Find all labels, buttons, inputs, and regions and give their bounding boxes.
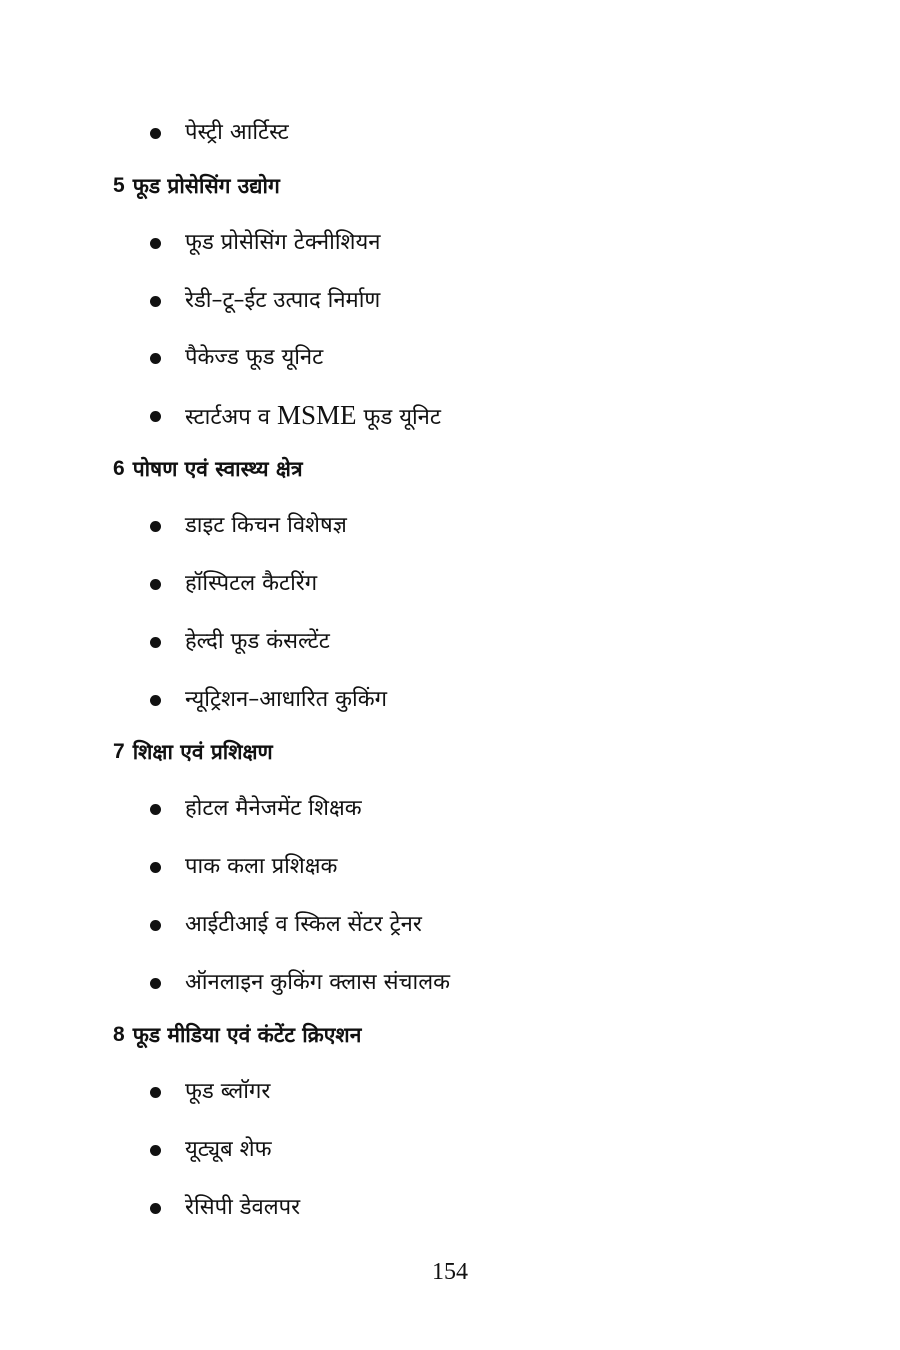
section-number: 6: [113, 457, 125, 480]
list-item: [150, 569, 317, 599]
bullet-icon: [150, 978, 161, 989]
list-item-text: पेस्ट्री आर्टिस्ट: [185, 120, 289, 145]
bullet-icon: [150, 238, 161, 249]
list-item-text: रेसिपी डेवलपर: [185, 1195, 301, 1220]
bullet-icon: [150, 296, 161, 307]
list-item-text: पैकेज्ड फूड यूनिट: [185, 345, 324, 370]
list-item-text: ऑनलाइन कुकिंग क्लास संचालक: [185, 970, 451, 995]
section-heading: [113, 170, 280, 202]
list-item-text: न्यूट्रिशन–आधारित कुकिंग: [185, 687, 388, 712]
list-item-text: डाइट किचन विशेषज्ञ: [185, 513, 347, 538]
bullet-icon: [150, 521, 161, 532]
bullet-icon: [150, 579, 161, 590]
list-item-text: [185, 400, 441, 433]
bullet-icon: [150, 637, 161, 648]
bullet-icon: [150, 862, 161, 873]
list-item-text: रेडी–टू–ईट उत्पाद निर्माण: [185, 288, 381, 313]
section-title: फूड प्रोसेसिंग उद्योग: [132, 174, 280, 198]
list-item: [150, 627, 330, 657]
list-item: [150, 511, 347, 541]
section-number: 7: [113, 740, 125, 763]
bullet-icon: [150, 1203, 161, 1214]
list-item: [150, 286, 380, 316]
list-item: [150, 685, 387, 715]
section-heading: [113, 736, 273, 768]
list-item: [150, 968, 450, 998]
section-title: फूड मीडिया एवं कंटेंट क्रिएशन: [132, 1023, 362, 1047]
list-item: [150, 343, 323, 373]
bullet-icon: [150, 411, 161, 422]
list-item-acronym: MSME: [276, 399, 357, 430]
bullet-icon: [150, 128, 161, 139]
list-item: [150, 401, 441, 431]
list-item-text-part: फूड यूनिट: [356, 404, 441, 430]
section-title: पोषण एवं स्वास्थ्य क्षेत्र: [132, 457, 303, 481]
section-title: शिक्षा एवं प्रशिक्षण: [132, 740, 273, 764]
page-number: 154: [432, 1259, 468, 1285]
list-item-text: आईटीआई व स्किल सेंटर ट्रेनर: [185, 912, 422, 937]
list-item: [150, 794, 362, 824]
section-number: 5: [113, 174, 125, 197]
bullet-icon: [150, 1145, 161, 1156]
list-item-text: फूड ब्लॉगर: [185, 1079, 271, 1104]
list-item-text: फूड प्रोसेसिंग टेक्नीशियन: [185, 230, 381, 255]
bullet-icon: [150, 695, 161, 706]
list-item-text: हॉस्पिटल कैटरिंग: [185, 571, 318, 596]
bullet-icon: [150, 804, 161, 815]
list-item-text: हेल्दी फूड कंसल्टेंट: [185, 629, 330, 654]
list-item: [150, 910, 422, 940]
bullet-icon: [150, 920, 161, 931]
list-item: [150, 118, 289, 148]
list-item-text: होटल मैनेजमेंट शिक्षक: [185, 796, 362, 821]
bullet-icon: [150, 1087, 161, 1098]
bullet-icon: [150, 353, 161, 364]
list-item: [150, 1077, 270, 1107]
section-number: 8: [113, 1023, 125, 1046]
list-item: [150, 228, 380, 258]
section-heading: [113, 1019, 361, 1051]
list-item-text: यूट्यूब शेफ: [185, 1137, 272, 1162]
section-heading: [113, 453, 303, 485]
list-item: [150, 852, 337, 882]
list-item: [150, 1193, 300, 1223]
list-item-text: पाक कला प्रशिक्षक: [185, 854, 338, 879]
list-item: [150, 1135, 272, 1165]
list-item-text-part: स्टार्टअप व: [185, 404, 277, 430]
